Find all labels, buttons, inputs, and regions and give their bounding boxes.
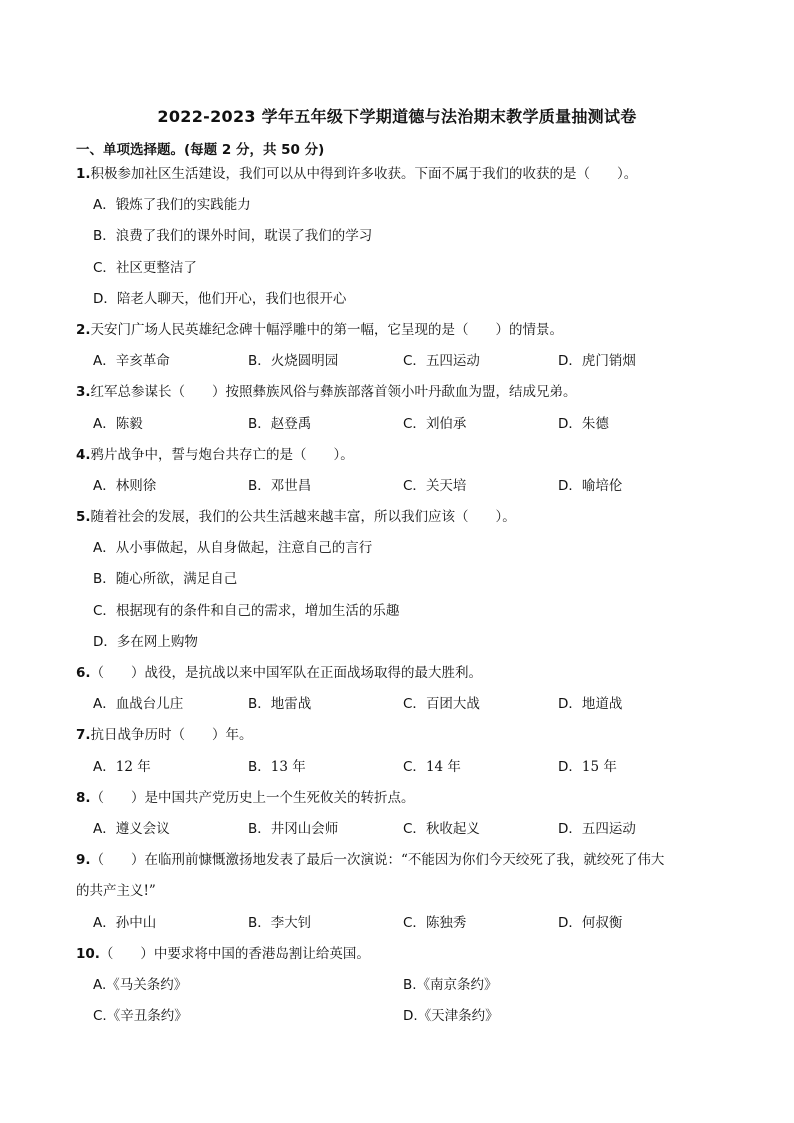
option-text: 刘伯承 (425, 415, 467, 432)
answer-option[interactable] (248, 756, 403, 787)
option-label: D． (558, 820, 582, 837)
page-title: 2022-2023 学年五年级下学期道德与法治期末教学质量抽测试卷 (157, 107, 637, 126)
question-number: 2. (76, 321, 91, 338)
option-label: A． (93, 758, 116, 775)
option-label: B． (248, 477, 271, 494)
section-heading: 一、单项选择题。(每题 2 分，共 50 分) (76, 142, 325, 158)
option-label: B． (248, 415, 271, 432)
question-number: 7. (76, 727, 91, 744)
question-stem (76, 724, 726, 755)
option-label: D． (558, 696, 582, 713)
option-text: 陪老人聊天，他们开心，我们也很开心 (116, 290, 347, 307)
option-text: 《辛丑条约》 (106, 1008, 188, 1025)
option-label: A． (93, 696, 116, 713)
answer-option[interactable] (248, 475, 403, 506)
option-text: 12 年 (115, 758, 151, 775)
option-text: 陈毅 (115, 415, 143, 432)
question-stem (76, 849, 726, 880)
answer-option[interactable] (403, 974, 713, 1005)
option-label: D． (558, 914, 582, 931)
question-stem (76, 943, 726, 974)
answer-option[interactable] (93, 756, 248, 787)
question-text: 天安门广场人民英雄纪念碑十幅浮雕中的第一幅，它呈现的是（ ）的情景。 (90, 321, 564, 338)
question-text: （ ）是中国共产党历史上一个生死攸关的转折点。 (90, 789, 415, 806)
question-text: 红军总参谋长（ ）按照彝族风俗与彝族部落首领小叶丹歃血为盟，结成兄弟。 (90, 384, 577, 401)
option-text: 虎门销烟 (581, 353, 636, 370)
answer-option[interactable] (76, 194, 726, 225)
option-text: 林则徐 (115, 477, 157, 494)
answer-option[interactable] (93, 974, 403, 1005)
option-label: A． (93, 540, 116, 557)
answer-option[interactable] (76, 257, 726, 288)
answer-option[interactable] (248, 350, 403, 381)
question-number: 9. (76, 852, 91, 869)
question-number: 3. (76, 384, 91, 401)
option-text: 何叔衡 (581, 914, 623, 931)
option-text: 喻培伦 (581, 477, 623, 494)
answer-option[interactable] (76, 288, 726, 319)
option-text: 多在网上购物 (116, 633, 198, 650)
option-label: C． (403, 696, 426, 713)
option-label: B． (93, 571, 116, 588)
option-label: D． (558, 758, 582, 775)
options-row (76, 693, 726, 724)
option-text: 五四运动 (581, 820, 636, 837)
answer-option[interactable] (558, 818, 713, 849)
option-text: 遵义会议 (115, 820, 170, 837)
answer-option[interactable] (403, 818, 558, 849)
answer-option[interactable] (248, 818, 403, 849)
answer-option[interactable] (403, 413, 558, 444)
option-text: 陈独秀 (425, 914, 467, 931)
option-text: 李大钊 (270, 914, 312, 931)
answer-option[interactable] (93, 818, 248, 849)
options-row (76, 818, 726, 849)
option-text: 社区更整洁了 (115, 259, 197, 276)
question-list (76, 163, 726, 1036)
option-label: A． (93, 820, 116, 837)
answer-option[interactable] (558, 475, 713, 506)
option-text: 火烧圆明园 (270, 353, 339, 370)
option-label: B． (248, 820, 271, 837)
option-text: 孙中山 (115, 914, 157, 931)
answer-option[interactable] (558, 693, 713, 724)
answer-option[interactable] (558, 912, 713, 943)
answer-option[interactable] (403, 693, 558, 724)
question-text: 积极参加社区生活建设，我们可以从中得到许多收获。下面不属于我们的收获的是（ ）。 (90, 166, 638, 182)
answer-option[interactable] (248, 912, 403, 943)
option-text: 14 年 (425, 758, 461, 775)
option-label: B． (93, 228, 116, 245)
option-text: 朱德 (581, 415, 609, 432)
option-text: 五四运动 (425, 353, 480, 370)
option-label: D． (93, 633, 117, 650)
option-label: C． (403, 820, 426, 837)
question-text: 鸦片战争中，誓与炮台共存亡的是（ ）。 (90, 446, 354, 463)
question-text: （ ）战役，是抗战以来中国军队在正面战场取得的最大胜利。 (90, 665, 483, 681)
option-text: 邓世昌 (270, 477, 312, 494)
option-label: B． (248, 914, 271, 931)
question-text: （ ）在临刑前慷慨激扬地发表了最后一次演说：“不能因为你们今天绞死了我，就绞死了伟大 (90, 852, 665, 869)
option-label: C． (403, 353, 426, 370)
answer-option[interactable] (76, 600, 726, 631)
option-text: 秋收起义 (425, 820, 480, 837)
option-label: D． (558, 353, 582, 370)
option-label: A． (93, 353, 116, 370)
question-text-continued: 的共产主义!” (76, 883, 156, 900)
option-label: C． (403, 415, 426, 432)
option-text: 13 年 (270, 758, 306, 775)
option-label: A． (93, 477, 116, 494)
answer-option[interactable] (403, 1005, 713, 1036)
option-text: 锻炼了我们的实践能力 (115, 197, 251, 214)
question-stem (76, 787, 726, 818)
question-number: 1. (76, 166, 91, 182)
answer-option[interactable] (403, 475, 558, 506)
option-label: D． (558, 415, 582, 432)
option-label: B． (248, 353, 271, 370)
option-label: C． (403, 758, 426, 775)
option-label: C． (403, 477, 426, 494)
answer-option[interactable] (403, 912, 558, 943)
option-text: 井冈山会师 (270, 820, 339, 837)
option-text: 地道战 (581, 696, 623, 713)
options-row (76, 413, 726, 444)
options-row (76, 912, 726, 943)
question-stem (76, 662, 726, 693)
option-label: C． (403, 914, 426, 931)
answer-option[interactable] (76, 225, 726, 256)
answer-option[interactable] (248, 693, 403, 724)
answer-option[interactable] (93, 693, 248, 724)
option-text: 《马关条约》 (106, 976, 188, 993)
answer-option[interactable] (76, 631, 726, 662)
question-stem (76, 381, 726, 412)
answer-option[interactable] (403, 350, 558, 381)
answer-option[interactable] (76, 568, 726, 599)
option-text: 关天培 (425, 477, 467, 494)
question-number: 5. (76, 509, 91, 526)
answer-option[interactable] (93, 350, 248, 381)
option-text: 赵登禹 (270, 415, 312, 432)
option-text: 根据现有的条件和自己的需求，增加生活的乐趣 (115, 602, 400, 619)
option-label: C． (93, 259, 116, 276)
options-row (76, 1005, 726, 1036)
option-text: 从小事做起，从自身做起，注意自己的言行 (115, 540, 373, 557)
option-text: 15 年 (581, 758, 617, 775)
options-row (76, 756, 726, 787)
question-text: 随着社会的发展，我们的公共生活越来越丰富，所以我们应该（ ）。 (90, 509, 516, 526)
option-label: A． (93, 415, 116, 432)
answer-option[interactable] (558, 350, 713, 381)
option-text: 浪费了我们的课外时间，耽误了我们的学习 (115, 228, 373, 245)
question-stem (76, 506, 726, 537)
option-label: D． (93, 290, 117, 307)
question-stem (76, 163, 726, 194)
answer-option[interactable] (403, 756, 558, 787)
answer-option[interactable] (76, 537, 726, 568)
option-text: 《南京条约》 (416, 976, 498, 993)
answer-option[interactable] (248, 413, 403, 444)
option-text: 血战台儿庄 (115, 696, 184, 713)
question-text: 抗日战争历时（ ）年。 (90, 727, 253, 744)
option-label: D. (403, 1008, 418, 1025)
answer-option[interactable] (93, 1005, 403, 1036)
answer-option[interactable] (93, 912, 248, 943)
question-stem (76, 444, 726, 475)
question-stem (76, 319, 726, 350)
option-label: C． (93, 602, 116, 619)
option-text: 《天津条约》 (417, 1008, 499, 1025)
option-text: 地雷战 (270, 696, 312, 713)
option-text: 随心所欲，满足自己 (115, 571, 238, 588)
question-number: 8. (76, 789, 91, 806)
option-text: 辛亥革命 (115, 353, 170, 370)
option-label: D． (558, 477, 582, 494)
option-label: B． (248, 696, 271, 713)
options-row (76, 475, 726, 506)
answer-option[interactable] (558, 413, 713, 444)
option-text: 百团大战 (425, 696, 480, 713)
option-label: A． (93, 197, 116, 214)
option-label: C. (93, 1008, 107, 1025)
answer-option[interactable] (558, 756, 713, 787)
options-row (76, 350, 726, 381)
question-text: （ ）中要求将中国的香港岛割让给英国。 (99, 945, 370, 962)
option-label: A． (93, 914, 116, 931)
question-number: 4. (76, 446, 91, 463)
answer-option[interactable] (93, 413, 248, 444)
option-label: B． (248, 758, 271, 775)
question-number: 6. (76, 665, 91, 681)
option-label: A. (93, 976, 107, 993)
options-row (76, 974, 726, 1005)
question-number: 10. (76, 945, 100, 962)
answer-option[interactable] (93, 475, 248, 506)
option-label: B. (403, 976, 417, 993)
